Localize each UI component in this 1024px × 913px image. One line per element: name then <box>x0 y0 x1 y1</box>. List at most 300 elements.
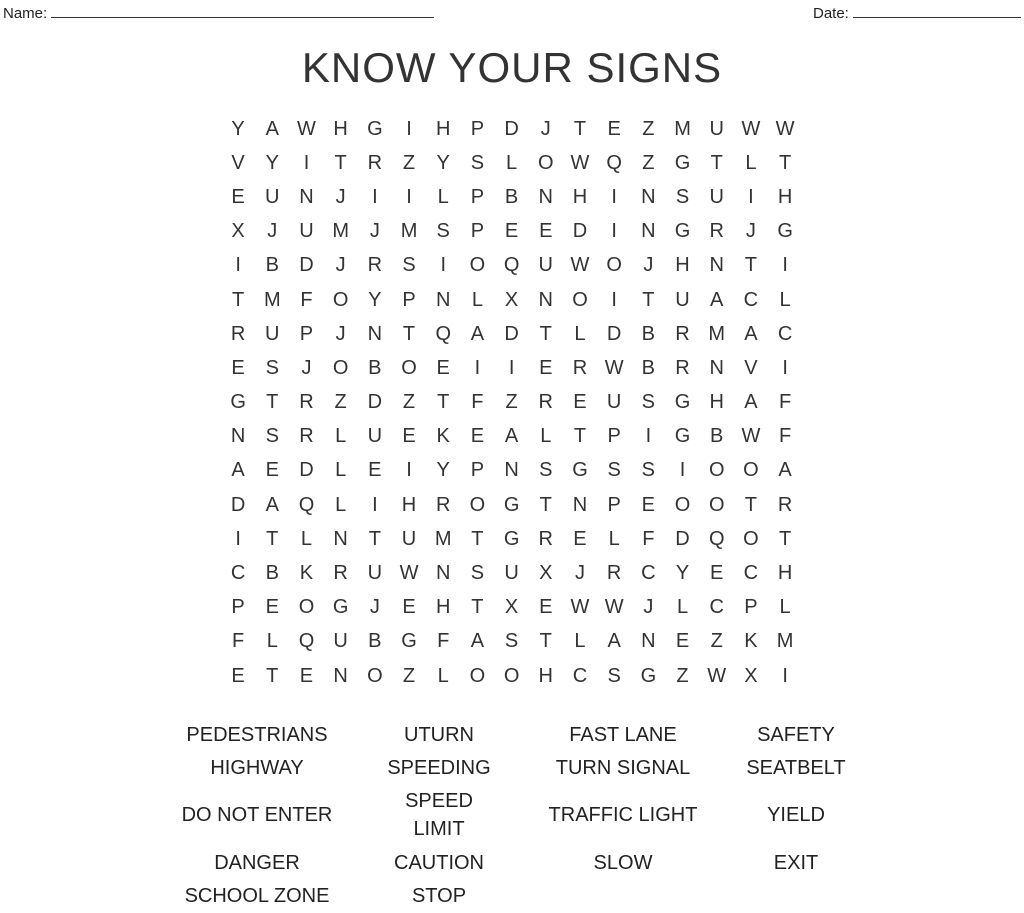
grid-letter[interactable]: N <box>538 185 553 208</box>
grid-letter[interactable]: C <box>230 562 246 585</box>
grid-letter[interactable]: G <box>777 220 793 243</box>
grid-letter[interactable]: L <box>676 596 689 619</box>
grid-letter[interactable]: T <box>231 288 245 311</box>
grid-letter[interactable]: O <box>538 151 554 174</box>
grid-letter[interactable]: I <box>406 117 412 140</box>
grid-letter[interactable]: Q <box>435 322 451 345</box>
grid-letter[interactable]: E <box>539 220 553 243</box>
grid-letter[interactable]: I <box>748 185 754 208</box>
grid-letter[interactable]: T <box>573 117 587 140</box>
grid-letter[interactable]: I <box>406 185 412 208</box>
grid-letter[interactable]: S <box>675 185 690 208</box>
grid-letter[interactable]: I <box>474 356 481 379</box>
grid-letter[interactable]: J <box>643 254 654 277</box>
grid-letter[interactable]: I <box>611 220 617 243</box>
grid-letter[interactable]: M <box>434 527 452 550</box>
grid-letter[interactable]: Y <box>368 288 382 311</box>
grid-letter[interactable]: G <box>332 596 349 619</box>
grid-letter[interactable]: X <box>504 288 519 311</box>
grid-letter[interactable]: W <box>604 356 624 379</box>
grid-letter[interactable]: Z <box>334 391 347 414</box>
grid-letter[interactable]: R <box>572 356 588 379</box>
grid-letter[interactable]: O <box>401 356 417 379</box>
grid-letter[interactable]: E <box>436 356 450 379</box>
grid-letter[interactable]: U <box>709 117 724 140</box>
grid-letter[interactable]: O <box>469 493 486 516</box>
grid-letter[interactable]: W <box>297 117 316 140</box>
grid-letter[interactable]: Z <box>402 151 416 174</box>
grid-letter[interactable]: N <box>709 356 724 379</box>
grid-letter[interactable]: E <box>299 664 314 687</box>
grid-letter[interactable]: N <box>504 459 519 482</box>
grid-letter[interactable]: T <box>642 288 655 311</box>
grid-letter[interactable]: X <box>744 664 758 687</box>
grid-letter[interactable]: E <box>231 185 245 208</box>
grid-letter[interactable]: N <box>435 562 451 585</box>
grid-letter[interactable]: D <box>367 391 383 414</box>
grid-letter[interactable]: L <box>437 664 449 687</box>
grid-letter[interactable]: J <box>643 596 654 619</box>
grid-letter[interactable]: U <box>265 185 280 208</box>
grid-letter[interactable]: P <box>744 596 758 619</box>
grid-letter[interactable]: N <box>299 185 314 208</box>
grid-letter[interactable]: J <box>301 356 312 379</box>
grid-letter[interactable]: O <box>708 459 725 482</box>
grid-letter[interactable]: U <box>538 254 553 277</box>
grid-letter[interactable]: N <box>709 254 724 277</box>
grid-letter[interactable]: L <box>574 322 586 345</box>
grid-letter[interactable]: A <box>265 117 279 140</box>
grid-letter[interactable]: L <box>335 493 347 516</box>
date-field[interactable] <box>813 4 1021 22</box>
grid-letter[interactable]: U <box>367 562 383 585</box>
grid-letter[interactable]: X <box>504 596 519 619</box>
grid-letter[interactable]: Z <box>402 664 416 687</box>
grid-letter[interactable]: T <box>539 322 552 345</box>
grid-letter[interactable]: T <box>437 391 450 414</box>
grid-letter[interactable]: U <box>606 391 622 414</box>
grid-letter[interactable]: O <box>674 493 691 516</box>
grid-letter[interactable]: L <box>574 630 586 653</box>
grid-letter[interactable]: R <box>367 254 383 277</box>
grid-letter[interactable]: Y <box>436 151 450 174</box>
grid-letter[interactable]: W <box>741 425 761 448</box>
grid-letter[interactable]: F <box>437 630 450 653</box>
grid-letter[interactable]: J <box>335 185 346 208</box>
grid-letter[interactable]: F <box>642 527 655 550</box>
grid-letter[interactable]: T <box>744 254 758 277</box>
grid-letter[interactable]: V <box>744 356 758 379</box>
grid-letter[interactable]: U <box>401 527 417 550</box>
grid-letter[interactable]: D <box>504 322 519 345</box>
word-list-item: UTURN <box>404 723 474 746</box>
grid-letter[interactable]: P <box>299 322 314 345</box>
grid-letter[interactable]: O <box>743 527 759 550</box>
grid-letter[interactable]: L <box>608 527 620 550</box>
grid-letter[interactable]: L <box>506 151 518 174</box>
date-blank-line[interactable] <box>853 4 1021 18</box>
name-blank-line[interactable] <box>51 4 434 18</box>
grid-letter[interactable]: P <box>607 493 621 516</box>
grid-letter[interactable]: Y <box>265 151 279 174</box>
grid-letter[interactable]: O <box>606 254 622 277</box>
grid-letter[interactable]: X <box>539 562 553 585</box>
grid-letter[interactable]: I <box>508 356 515 379</box>
grid-letter[interactable]: R <box>435 493 451 516</box>
grid-letter[interactable]: D <box>299 254 314 277</box>
grid-letter[interactable]: M <box>708 322 726 345</box>
grid-letter[interactable]: E <box>607 117 621 140</box>
grid-letter[interactable]: B <box>641 322 656 345</box>
grid-letter[interactable]: I <box>303 151 310 174</box>
grid-letter[interactable]: D <box>675 527 690 550</box>
grid-letter[interactable]: N <box>333 527 348 550</box>
grid-letter[interactable]: O <box>367 664 383 687</box>
grid-letter[interactable]: E <box>265 596 279 619</box>
grid-letter[interactable]: T <box>402 322 416 345</box>
grid-letter[interactable]: B <box>368 356 382 379</box>
grid-letter[interactable]: F <box>778 391 792 414</box>
grid-letter[interactable]: E <box>539 596 553 619</box>
grid-letter[interactable]: J <box>540 117 551 140</box>
grid-letter[interactable]: K <box>436 425 450 448</box>
grid-letter[interactable]: T <box>266 664 279 687</box>
grid-letter[interactable]: U <box>265 322 280 345</box>
grid-letter[interactable]: D <box>299 459 314 482</box>
grid-letter[interactable]: L <box>471 288 483 311</box>
grid-letter[interactable]: S <box>641 459 656 482</box>
grid-letter[interactable]: H <box>675 254 690 277</box>
grid-letter[interactable]: H <box>401 493 417 516</box>
grid-row <box>221 180 802 214</box>
grid-letter[interactable]: D <box>504 117 519 140</box>
grid-letter[interactable]: U <box>367 425 383 448</box>
grid-letter[interactable]: M <box>674 117 691 140</box>
grid-letter[interactable]: E <box>504 220 519 243</box>
grid-row <box>221 386 802 420</box>
grid-letter[interactable]: Q <box>503 254 520 277</box>
name-field[interactable] <box>3 4 434 22</box>
grid-letter[interactable]: A <box>744 391 758 414</box>
grid-letter[interactable]: R <box>538 391 553 414</box>
grid-letter[interactable]: I <box>235 527 241 550</box>
grid-letter[interactable]: G <box>572 459 588 482</box>
grid-letter[interactable]: X <box>231 220 245 243</box>
grid-letter[interactable]: E <box>402 425 416 448</box>
grid-letter[interactable]: E <box>573 391 587 414</box>
grid-letter[interactable]: A <box>710 288 724 311</box>
grid-letter[interactable]: Y <box>231 117 245 140</box>
grid-letter[interactable]: H <box>435 117 451 140</box>
grid-letter[interactable]: S <box>470 151 485 174</box>
grid-letter[interactable]: E <box>539 356 553 379</box>
grid-letter[interactable]: W <box>570 596 590 619</box>
grid-letter[interactable]: E <box>368 459 382 482</box>
grid-letter[interactable]: P <box>470 220 485 243</box>
grid-letter[interactable]: F <box>300 288 313 311</box>
grid-letter[interactable]: N <box>641 630 656 653</box>
grid-letter[interactable]: W <box>775 117 795 140</box>
grid-letter[interactable]: O <box>469 254 486 277</box>
grid-letter[interactable]: Q <box>708 527 725 550</box>
grid-letter[interactable]: D <box>230 493 246 516</box>
grid-letter[interactable]: W <box>570 151 590 174</box>
grid-letter[interactable]: S <box>436 220 450 243</box>
grid-letter[interactable]: C <box>572 664 588 687</box>
grid-letter[interactable]: L <box>266 630 278 653</box>
grid-letter[interactable]: I <box>782 254 788 277</box>
grid-row <box>221 659 802 693</box>
grid-letter[interactable]: T <box>539 630 552 653</box>
grid-letter[interactable]: I <box>782 356 788 379</box>
grid-letter[interactable]: Y <box>436 459 450 482</box>
grid-letter[interactable]: W <box>399 562 419 585</box>
grid-letter[interactable]: S <box>265 356 279 379</box>
grid-letter[interactable]: A <box>607 630 621 653</box>
grid-letter[interactable]: I <box>372 493 378 516</box>
grid-letter[interactable]: B <box>504 185 519 208</box>
grid-letter[interactable]: T <box>778 527 792 550</box>
grid-letter[interactable]: N <box>572 493 588 516</box>
grid-letter[interactable]: S <box>607 459 621 482</box>
grid-letter[interactable]: S <box>641 391 656 414</box>
grid-letter[interactable]: P <box>470 185 485 208</box>
grid-letter[interactable]: N <box>641 220 656 243</box>
grid-letter[interactable]: J <box>574 562 585 585</box>
grid-letter[interactable]: Z <box>676 664 689 687</box>
grid-letter[interactable]: R <box>299 391 314 414</box>
grid-letter[interactable]: E <box>710 562 724 585</box>
grid-letter[interactable]: T <box>266 527 279 550</box>
grid-letter[interactable]: E <box>402 596 416 619</box>
grid-letter[interactable]: O <box>743 459 759 482</box>
grid-letter[interactable]: R <box>675 356 690 379</box>
grid-letter[interactable]: G <box>367 117 383 140</box>
grid-letter[interactable]: R <box>538 527 553 550</box>
grid-letter[interactable]: Z <box>505 391 518 414</box>
grid-letter[interactable]: T <box>368 527 381 550</box>
grid-letter[interactable]: N <box>367 322 383 345</box>
grid-letter[interactable]: E <box>265 459 279 482</box>
grid-letter[interactable]: Z <box>710 630 723 653</box>
grid-letter[interactable]: J <box>369 596 380 619</box>
grid-letter[interactable]: N <box>435 288 451 311</box>
grid-letter[interactable]: M <box>332 220 349 243</box>
grid-letter[interactable]: I <box>235 254 241 277</box>
grid-letter[interactable]: G <box>503 493 520 516</box>
grid-letter[interactable]: F <box>778 425 792 448</box>
grid-letter[interactable]: W <box>707 664 727 687</box>
grid-letter[interactable]: A <box>504 425 519 448</box>
grid-letter[interactable]: E <box>641 493 656 516</box>
grid-letter[interactable]: W <box>741 117 761 140</box>
grid-letter[interactable]: Z <box>402 391 416 414</box>
grid-letter[interactable]: L <box>335 459 347 482</box>
grid-letter[interactable]: B <box>265 562 279 585</box>
grid-letter[interactable]: S <box>504 630 519 653</box>
grid-letter[interactable]: T <box>573 425 587 448</box>
grid-letter[interactable]: T <box>539 493 552 516</box>
grid-letter[interactable]: N <box>230 425 246 448</box>
grid-letter[interactable]: P <box>231 596 245 619</box>
grid-letter[interactable]: C <box>709 596 724 619</box>
word-list-item: TURN SIGNAL <box>555 756 691 779</box>
grid-letter[interactable]: H <box>777 185 793 208</box>
grid-letter[interactable]: Y <box>675 562 690 585</box>
grid-letter[interactable]: C <box>777 322 793 345</box>
grid-letter[interactable]: T <box>471 596 484 619</box>
grid-letter[interactable]: M <box>776 630 794 653</box>
grid-letter[interactable]: H <box>709 391 724 414</box>
grid-letter[interactable]: T <box>471 527 484 550</box>
grid-letter[interactable]: M <box>263 288 281 311</box>
grid-letter[interactable]: Q <box>298 630 315 653</box>
grid-letter[interactable]: I <box>782 664 788 687</box>
grid-letter[interactable]: N <box>641 185 656 208</box>
grid-letter[interactable]: K <box>299 562 314 585</box>
grid-letter[interactable]: P <box>402 288 416 311</box>
grid-letter[interactable]: G <box>640 664 657 687</box>
grid-letter[interactable]: R <box>709 220 724 243</box>
grid-letter[interactable]: F <box>231 630 245 653</box>
grid-letter[interactable]: O <box>572 288 588 311</box>
grid-letter[interactable]: G <box>401 630 417 653</box>
grid-letter[interactable]: G <box>674 151 691 174</box>
grid-letter[interactable]: O <box>708 493 725 516</box>
grid-letter[interactable]: J <box>267 220 278 243</box>
word-list-item: EXIT <box>773 851 819 874</box>
grid-letter[interactable]: R <box>606 562 622 585</box>
grid-letter[interactable]: W <box>570 254 590 277</box>
grid-letter[interactable]: A <box>744 322 758 345</box>
grid-letter[interactable]: L <box>779 596 791 619</box>
grid-letter[interactable]: E <box>573 527 587 550</box>
grid-letter[interactable]: T <box>710 151 723 174</box>
grid-letter[interactable]: N <box>538 288 553 311</box>
grid-letter[interactable]: S <box>539 459 553 482</box>
grid-letter[interactable]: J <box>335 322 346 345</box>
grid-letter[interactable]: Z <box>642 117 655 140</box>
grid-letter[interactable]: J <box>335 254 346 277</box>
grid-letter[interactable]: S <box>470 562 485 585</box>
grid-letter[interactable]: I <box>679 459 686 482</box>
grid-letter[interactable]: L <box>540 425 552 448</box>
grid-letter[interactable]: P <box>607 425 621 448</box>
grid-letter[interactable]: L <box>745 151 757 174</box>
grid-letter[interactable]: H <box>333 117 348 140</box>
grid-letter[interactable]: C <box>743 288 759 311</box>
grid-letter[interactable]: U <box>675 288 690 311</box>
grid-letter[interactable]: I <box>611 185 617 208</box>
grid-letter[interactable]: T <box>266 391 279 414</box>
grid-letter[interactable]: E <box>231 356 245 379</box>
grid-letter[interactable]: G <box>674 425 691 448</box>
grid-letter[interactable]: R <box>675 322 690 345</box>
grid-letter[interactable]: B <box>710 425 724 448</box>
grid-letter[interactable]: H <box>435 596 451 619</box>
grid-letter[interactable]: D <box>606 322 622 345</box>
grid-letter[interactable]: I <box>611 288 617 311</box>
grid-letter[interactable]: S <box>265 425 279 448</box>
grid-letter[interactable]: P <box>470 459 485 482</box>
grid-letter[interactable]: B <box>368 630 382 653</box>
grid-letter[interactable]: A <box>778 459 792 482</box>
grid-letter[interactable]: U <box>299 220 314 243</box>
grid-letter[interactable]: G <box>674 220 691 243</box>
grid-letter[interactable]: B <box>265 254 279 277</box>
grid-letter[interactable]: E <box>231 664 245 687</box>
grid-letter[interactable]: O <box>298 596 315 619</box>
grid-letter[interactable]: J <box>369 220 380 243</box>
grid-letter[interactable]: L <box>300 527 313 550</box>
grid-letter[interactable]: N <box>333 664 348 687</box>
grid-letter[interactable]: R <box>777 493 793 516</box>
grid-letter[interactable]: T <box>744 493 758 516</box>
grid-letter[interactable]: E <box>675 630 690 653</box>
grid-letter[interactable]: G <box>674 391 691 414</box>
grid-letter[interactable]: P <box>470 117 485 140</box>
grid-letter[interactable]: K <box>744 630 758 653</box>
grid-letter[interactable]: Z <box>642 151 655 174</box>
grid-letter[interactable]: I <box>406 459 412 482</box>
grid-letter[interactable]: A <box>470 322 485 345</box>
grid-letter[interactable]: U <box>709 185 724 208</box>
grid-letter[interactable]: I <box>645 425 652 448</box>
grid-letter[interactable]: H <box>572 185 588 208</box>
grid-letter[interactable]: L <box>335 425 347 448</box>
grid-letter[interactable]: O <box>332 356 349 379</box>
grid-letter[interactable]: T <box>778 151 792 174</box>
grid-letter[interactable]: G <box>230 391 246 414</box>
grid-letter[interactable]: L <box>779 288 791 311</box>
grid-row <box>221 215 802 249</box>
grid-letter[interactable]: R <box>299 425 314 448</box>
grid-letter[interactable]: O <box>469 664 486 687</box>
grid-letter[interactable]: A <box>265 493 279 516</box>
grid-letter[interactable]: R <box>230 322 246 345</box>
grid-letter[interactable]: L <box>437 185 449 208</box>
grid-letter[interactable]: O <box>503 664 520 687</box>
grid-letter[interactable]: U <box>504 562 519 585</box>
grid-letter[interactable]: B <box>641 356 656 379</box>
grid-letter[interactable]: S <box>607 664 621 687</box>
grid-letter[interactable]: R <box>367 151 383 174</box>
grid-letter[interactable]: M <box>400 220 418 243</box>
grid-letter[interactable]: C <box>641 562 656 585</box>
grid-letter[interactable]: D <box>572 220 588 243</box>
grid-letter[interactable]: T <box>334 151 347 174</box>
grid-letter[interactable]: C <box>743 562 759 585</box>
grid-letter[interactable]: R <box>333 562 348 585</box>
grid-letter[interactable]: I <box>372 185 378 208</box>
grid-letter[interactable]: J <box>745 220 756 243</box>
grid-letter[interactable]: Q <box>298 493 315 516</box>
grid-letter[interactable]: H <box>538 664 553 687</box>
grid-letter[interactable]: F <box>471 391 484 414</box>
grid-letter[interactable]: A <box>231 459 245 482</box>
grid-letter[interactable]: H <box>777 562 793 585</box>
grid-letter[interactable]: S <box>402 254 416 277</box>
grid-letter[interactable]: O <box>332 288 349 311</box>
grid-letter[interactable]: U <box>333 630 348 653</box>
grid-letter[interactable]: E <box>470 425 485 448</box>
grid-letter[interactable]: Q <box>606 151 622 174</box>
grid-letter[interactable]: G <box>503 527 520 550</box>
grid-letter[interactable]: I <box>440 254 446 277</box>
grid-letter[interactable]: V <box>231 151 245 174</box>
grid-letter[interactable]: W <box>604 596 624 619</box>
grid-letter[interactable]: A <box>470 630 485 653</box>
